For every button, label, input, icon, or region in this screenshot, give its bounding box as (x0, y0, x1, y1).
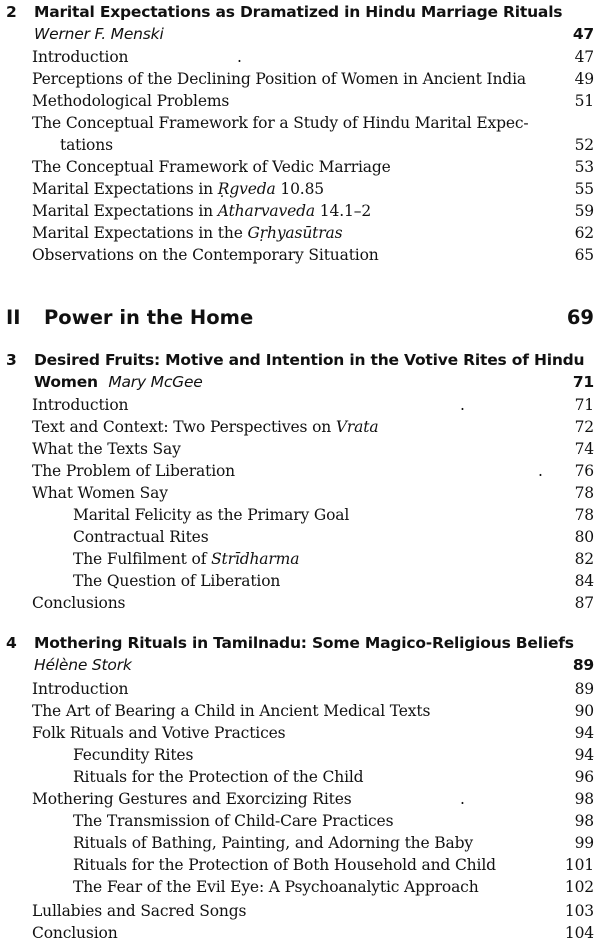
entry-page: 51 (574, 92, 594, 110)
entry-page: 78 (574, 506, 594, 524)
entry-page: 94 (574, 746, 594, 764)
entry-title: tations (60, 136, 113, 154)
leader-dot: . (538, 462, 543, 480)
entry-page: 78 (574, 484, 594, 502)
entry-page: 104 (564, 924, 594, 942)
toc-entry (32, 112, 594, 134)
entry-page: 80 (574, 528, 594, 546)
entry-page: 90 (574, 702, 594, 720)
chapter-number: 4 (6, 634, 17, 652)
toc-subentry (73, 876, 594, 898)
entry-page: 82 (574, 550, 594, 568)
entry-page: 53 (574, 158, 594, 176)
entry-title: What the Texts Say (32, 440, 181, 458)
toc-subentry (73, 810, 594, 832)
entry-title: Introduction (32, 396, 129, 414)
chapter-title: Marital Expectations as Dramatized in Hindu Marriage Rituals (34, 3, 563, 21)
chapter-number: 2 (6, 3, 17, 21)
entry-title: Observations on the Contemporary Situation (32, 246, 379, 264)
toc-entry (32, 482, 594, 504)
entry-page: 87 (574, 594, 594, 612)
entry-page: 47 (574, 48, 594, 66)
chapter-author: Werner F. Menski (34, 25, 164, 43)
entry-title: Contractual Rites (73, 528, 209, 546)
entry-title: Folk Rituals and Votive Practices (32, 724, 286, 742)
entry-title: The Conceptual Framework of Vedic Marriage (32, 158, 391, 176)
leader-dot: . (460, 790, 465, 808)
leader-dot: . (237, 48, 242, 66)
entry-page: 84 (574, 572, 594, 590)
entry-page: 65 (574, 246, 594, 264)
toc-entry (32, 394, 594, 416)
entry-page: 59 (574, 202, 594, 220)
chapter-page: 47 (572, 25, 594, 43)
entry-title: Text and Context: Two Perspectives on Vrata (32, 418, 379, 436)
entry-title: Marital Expectations in Atharvaveda 14.1–2 (32, 202, 372, 220)
entry-page: 101 (564, 856, 594, 874)
entry-title: Rituals for the Protection of the Child (73, 768, 364, 786)
toc-entry (32, 722, 594, 744)
entry-title: The Conceptual Framework for a Study of Hindu Marital Expec- (32, 114, 529, 132)
entry-title: What Women Say (32, 484, 168, 502)
toc-entry (32, 178, 594, 200)
chapter-title-line2: Women Mary McGee (34, 373, 203, 391)
toc-subentry (73, 766, 594, 788)
part-page: 69 (566, 306, 594, 329)
toc-entry (32, 90, 594, 112)
entry-page: 102 (564, 878, 594, 896)
chapter-2-heading (4, 2, 594, 46)
chapter-author: Mary McGee (108, 373, 203, 391)
toc-subentry (73, 744, 594, 766)
toc-entry (32, 68, 594, 90)
entry-title: Introduction (32, 48, 129, 66)
toc-entry (32, 416, 594, 438)
toc-subentry (73, 570, 594, 592)
entry-title: Lullabies and Sacred Songs (32, 902, 247, 920)
entry-page: 103 (564, 902, 594, 920)
entry-title: The Fulfilment of Strīdharma (73, 550, 300, 568)
entry-title: Conclusions (32, 594, 126, 612)
entry-title: Marital Expectations in Ṛgveda 10.85 (32, 180, 324, 198)
entry-page: 55 (574, 180, 594, 198)
chapter-page: 89 (572, 656, 594, 674)
entry-page: 98 (574, 790, 594, 808)
toc-subentry (73, 526, 594, 548)
entry-page: 98 (574, 812, 594, 830)
entry-page: 49 (574, 70, 594, 88)
entry-title: Fecundity Rites (73, 746, 194, 764)
chapter-3-heading (4, 350, 594, 394)
leader-dot: . (460, 396, 465, 414)
toc-subentry (73, 548, 594, 570)
entry-page: 74 (574, 440, 594, 458)
entry-page: 71 (574, 396, 594, 414)
toc-entry (32, 222, 594, 244)
toc-entry (32, 592, 594, 614)
chapter-page: 71 (572, 373, 594, 391)
chapter-title: Desired Fruits: Motive and Intention in the Votive Rites of Hindu (34, 351, 585, 369)
entry-title: The Fear of the Evil Eye: A Psychoanalytic Approach (73, 878, 479, 896)
entry-title: Mothering Gestures and Exorcizing Rites (32, 790, 352, 808)
entry-title: Methodological Problems (32, 92, 230, 110)
entry-page: 99 (574, 834, 594, 852)
toc-entry (32, 244, 594, 266)
entry-page: 76 (574, 462, 594, 480)
entry-title: The Art of Bearing a Child in Ancient Medical Texts (32, 702, 431, 720)
toc-entry (32, 788, 594, 810)
entry-title: The Transmission of Child-Care Practices (73, 812, 394, 830)
toc-subentry (73, 832, 594, 854)
entry-page: 72 (574, 418, 594, 436)
chapter-number: 3 (6, 351, 17, 369)
entry-title: Perceptions of the Declining Position of Women in Ancient India (32, 70, 526, 88)
toc-entry (32, 46, 594, 68)
entry-title: The Question of Liberation (73, 572, 281, 590)
entry-title: Rituals of Bathing, Painting, and Adorning the Baby (73, 834, 474, 852)
toc-entry (32, 922, 594, 944)
toc-entry (32, 700, 594, 722)
toc-entry (32, 900, 594, 922)
entry-page: 89 (574, 680, 594, 698)
entry-page: 96 (574, 768, 594, 786)
toc-entry (32, 460, 594, 482)
chapter-4-heading (4, 633, 594, 677)
entry-title: Marital Expectations in the Gṛhyasūtras (32, 224, 343, 242)
toc-subentry (73, 854, 594, 876)
part-title: Power in the Home (44, 306, 254, 329)
entry-title: Rituals for the Protection of Both Household and Child (73, 856, 496, 874)
part-number: II (6, 306, 21, 329)
toc-entry (32, 156, 594, 178)
entry-title: Introduction (32, 680, 129, 698)
entry-title: The Problem of Liberation (32, 462, 236, 480)
entry-title: Conclusion (32, 924, 118, 942)
chapter-title: Mothering Rituals in Tamilnadu: Some Magico-Religious Beliefs (34, 634, 574, 652)
entry-page: 52 (574, 136, 594, 154)
toc-subentry (73, 504, 594, 526)
entry-title: Marital Felicity as the Primary Goal (73, 506, 350, 524)
chapter-author: Hélène Stork (34, 656, 132, 674)
toc-entry (32, 438, 594, 460)
toc-entry-continued (32, 134, 594, 156)
toc-entry (32, 678, 594, 700)
entry-page: 62 (574, 224, 594, 242)
toc-entry (32, 200, 594, 222)
entry-page: 94 (574, 724, 594, 742)
part-2-heading (4, 304, 594, 332)
